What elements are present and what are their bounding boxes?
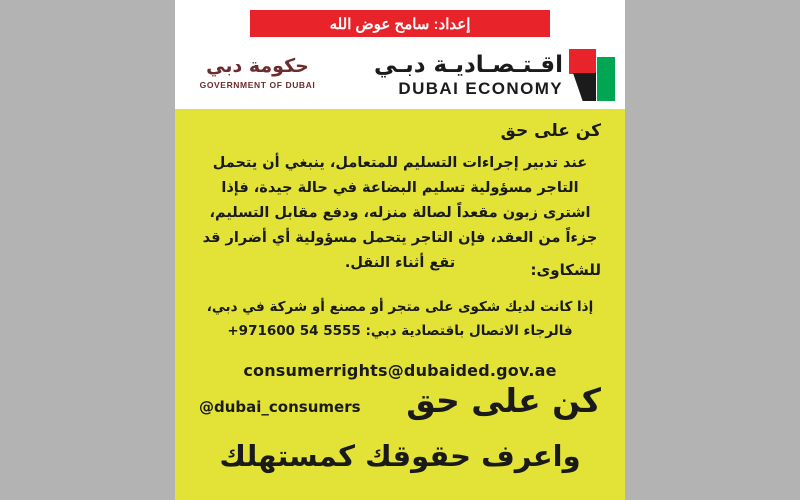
credit-bar xyxy=(250,10,550,37)
poster-header xyxy=(175,37,625,109)
mark-red-square xyxy=(569,49,596,74)
body-headline: كن على حق xyxy=(500,121,601,141)
government-logo-english: GOVERNMENT OF DUBAI xyxy=(199,80,316,90)
dubai-economy-mark-icon xyxy=(569,49,615,101)
contact-email[interactable]: consumerrights@dubaided.gov.ae xyxy=(243,361,557,380)
mark-dark-shape xyxy=(573,73,596,101)
credit-text: إعداد: سامح عوض الله xyxy=(329,15,471,33)
social-handle[interactable]: @dubai_consumers xyxy=(199,398,361,416)
poster xyxy=(175,0,625,500)
poster-body xyxy=(175,109,625,500)
government-logo-arabic: حكومة دبي xyxy=(206,55,309,77)
body-paragraph: عند تدبير إجراءات التسليم للمتعامل، ينبغي أن يتحمل التاجر مسؤولية تسليم البضاعة في حالة جيدة، فإذا اشترى زبون مقعداً لصالة منزله، ودفع مقابل التسليم، جزءاً من العقد، فإن التاجر يتحمل مسؤولية أي أضرار قد تقع أثناء النقل. xyxy=(202,155,598,271)
complaints-text: إذا كانت لديك شكوى على متجر أو مصنع أو شركة في دبي، فالرجاء الاتصال باقتصادية دبي: 5555 54 971600+ xyxy=(206,299,594,339)
slogan-line-1: كن على حق xyxy=(406,381,601,420)
dubai-economy-logo xyxy=(374,45,617,105)
complaints-label: للشكاوى: xyxy=(530,261,601,279)
dubai-economy-arabic: اقـتـصـاديـة دبـي xyxy=(373,51,563,78)
government-of-dubai-logo xyxy=(190,55,325,103)
dubai-economy-english: DUBAI ECONOMY xyxy=(398,78,563,98)
slogan-line-2: واعرف حقوقك كمستهلك xyxy=(219,439,581,473)
mark-green-bar xyxy=(597,57,615,101)
dubai-economy-wordmark xyxy=(374,52,569,99)
